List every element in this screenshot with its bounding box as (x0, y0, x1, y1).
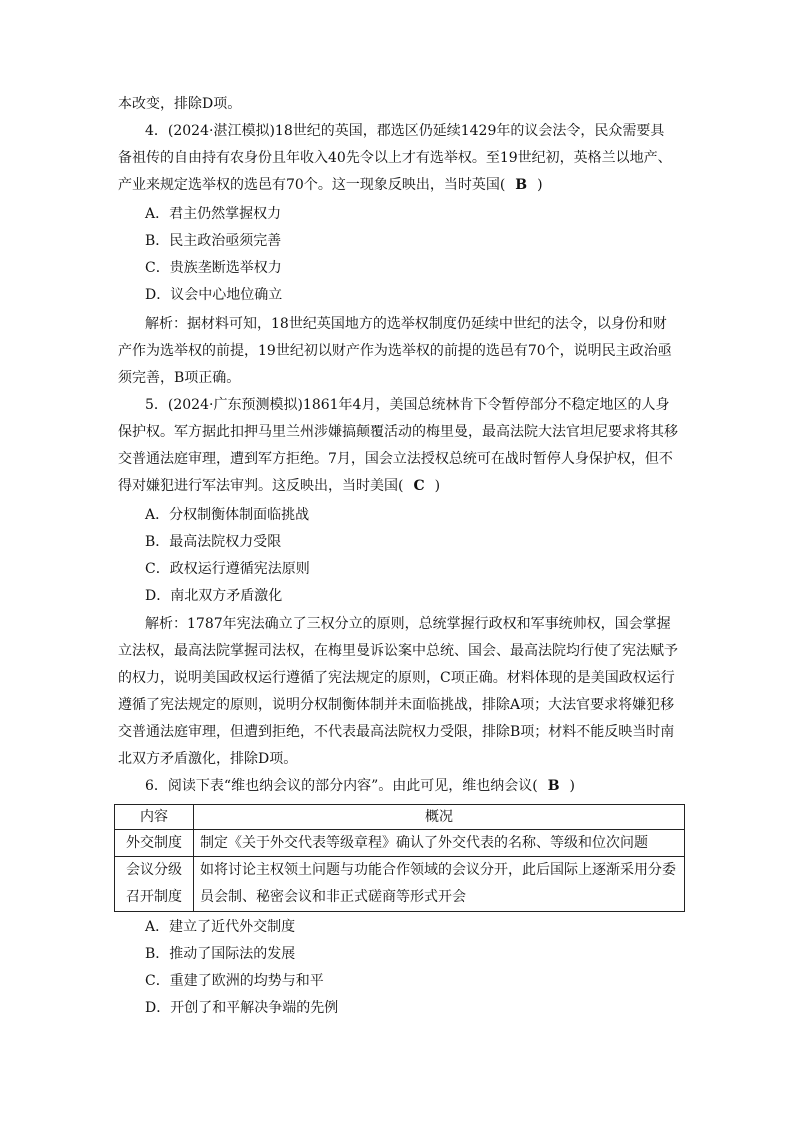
explanation-line: 立法权，最高法院掌握司法权，在梅里曼诉讼案中总统、国会、最高法院均行使了宪法赋予 (118, 643, 678, 659)
table-cell-desc: 制定《关于外交代表等级章程》确认了外交代表的名称、等级和位次问题 (194, 830, 685, 857)
text-line: 本改变，排除D项。 (118, 96, 242, 112)
option-d: D．开创了和平解决争端的先例 (145, 1000, 339, 1016)
table-header: 内容 (115, 805, 194, 830)
table-row (115, 830, 685, 857)
cell-line: 会议分级 (126, 862, 182, 878)
prompt-close: ) (569, 778, 575, 794)
prompt-text: 产业来规定选举权的选邑有70个。这一现象反映出，当时英国( (118, 177, 506, 193)
explanation-line: 须完善，B项正确。 (118, 370, 241, 386)
table-row (115, 857, 685, 912)
question-6-prompt (145, 776, 575, 796)
prompt-text: 6．阅读下表“维也纳会议的部分内容”。由此可见，维也纳会议( (145, 778, 538, 794)
explanation-line: 解析：1787年宪法确立了三权分立的原则，总统掌握行政权和军事统帅权，国会掌握 (145, 616, 671, 632)
vienna-congress-table (114, 804, 685, 912)
option-d: D．南北双方矛盾激化 (145, 588, 283, 604)
option-b: B．推动了国际法的发展 (145, 946, 296, 962)
explanation-line: 交普通法庭审理，但遭到拒绝，不代表最高法院权力受限，排除B项；材料不能反映当时南 (118, 724, 675, 740)
question-5-stem: 5．(2024·广东预测模拟)1861年4月，美国总统林肯下令暂停部分不稳定地区的人身 (145, 397, 670, 413)
prompt-close: ) (434, 478, 441, 494)
explanation-line: 北双方矛盾激化，排除D项。 (118, 751, 298, 767)
question-5-stem-cont: 交普通法庭审理，遭到军方拒绝。7月，国会立法授权总统可在战时暂停人身保护权，但不 (118, 451, 673, 467)
option-c: C．政权运行遵循宪法原则 (145, 561, 310, 577)
question-4-prompt (118, 175, 543, 195)
table-cell-item: 外交制度 (115, 830, 194, 857)
cell-line: 召开制度 (126, 889, 182, 905)
question-5-stem-cont: 保护权。军方据此扣押马里兰州涉嫌搞颠覆活动的梅里曼，最高法院大法官坦尼要求将其移 (118, 424, 678, 440)
cell-line: 员会制、秘密会议和非正式磋商等形式开会 (200, 889, 466, 905)
question-4-stem-cont: 备祖传的自由持有农身份且年收入40先令以上才有选举权。至19世纪初，英格兰以地产、 (118, 150, 672, 166)
answer-letter: C (413, 478, 425, 494)
option-a: A．君主仍然掌握权力 (145, 206, 282, 222)
option-a: A．建立了近代外交制度 (145, 919, 296, 935)
option-a: A．分权制衡体制面临挑战 (145, 507, 310, 523)
option-b: B．最高法院权力受限 (145, 534, 282, 550)
table-header: 概况 (194, 805, 685, 830)
option-c: C．重建了欧洲的均势与和平 (145, 973, 324, 989)
table-cell-desc (194, 857, 685, 912)
question-5-prompt (118, 476, 440, 496)
answer-letter: B (547, 778, 560, 794)
option-b: B．民主政治亟须完善 (145, 233, 282, 249)
option-c: C．贵族垄断选举权力 (145, 260, 282, 276)
option-d: D．议会中心地位确立 (145, 287, 283, 303)
explanation-line: 产作为选举权的前提，19世纪初以财产作为选举权的前提的选邑有70个，说明民主政治亟 (118, 343, 672, 359)
answer-letter: B (515, 177, 528, 193)
question-4-stem: 4．(2024·湛江模拟)18世纪的英国，郡选区仍延续1429年的议会法令，民众需要具 (145, 123, 665, 139)
prompt-text: 得对嫌犯进行军法审判。这反映出，当时美国( (118, 478, 404, 494)
explanation-line: 的权力，说明美国政权运行遵循了宪法规定的原则，C项正确。材料体现的是美国政权运行 (118, 670, 675, 686)
explanation-line: 遵循了宪法规定的原则，说明分权制衡体制并未面临挑战，排除A项；大法官要求将嫌犯移 (118, 697, 675, 713)
prompt-close: ) (537, 177, 543, 193)
explanation-line: 解析：据材料可知，18世纪英国地方的选举权制度仍延续中世纪的法令，以身份和财 (145, 316, 667, 332)
table-cell-item (115, 857, 194, 912)
cell-line: 如将讨论主权领土问题与功能合作领域的会议分开，此后国际上逐渐采用分委 (200, 862, 676, 878)
table-header-row (115, 805, 685, 830)
